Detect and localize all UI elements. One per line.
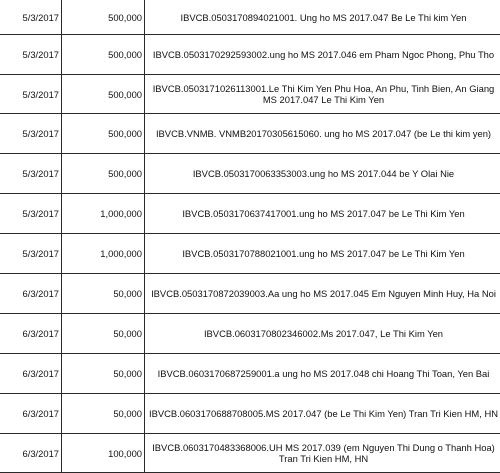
description-cell: IBVCB.0503170894021001. Ung ho MS 2017.047 Be Le Thi kim Yen [145, 0, 500, 35]
date-cell: 5/3/2017 [0, 194, 62, 234]
description-cell: IBVCB.0503170292593002.ung ho MS 2017.046 em Pham Ngoc Phong, Phu Tho [145, 35, 500, 75]
amount-cell: 500,000 [62, 75, 145, 114]
table-row [0, 314, 500, 354]
description-cell: IBVCB.0603170688708005.MS 2017.047 (be Le Thi Kim Yen) Tran Tri Kien HM, HN [145, 394, 500, 434]
description-cell: IBVCB.VNMB. VNMB20170305615060. ung ho MS 2017.047 (be Le thi kim yen) [145, 114, 500, 154]
date-cell: 5/3/2017 [0, 35, 62, 75]
date-cell: 6/3/2017 [0, 434, 62, 473]
date-cell: 5/3/2017 [0, 75, 62, 114]
amount-cell: 50,000 [62, 274, 145, 314]
table-row [0, 434, 500, 473]
amount-cell: 500,000 [62, 154, 145, 194]
date-cell: 5/3/2017 [0, 0, 62, 35]
table-row [0, 274, 500, 314]
date-cell: 6/3/2017 [0, 394, 62, 434]
description-cell: IBVCB.0503170063353003.ung ho MS 2017.044 be Y Olai Nie [145, 154, 500, 194]
date-cell: 6/3/2017 [0, 274, 62, 314]
description-cell: IBVCB.0503170788021001.ung ho MS 2017.047 be Le Thi Kim Yen [145, 234, 500, 274]
amount-cell: 100,000 [62, 434, 145, 473]
description-cell: IBVCB.0503171026113001.Le Thi Kim Yen Phu Hoa, An Phu, Tinh Bien, An Giang MS 2017.047 Le Thi Kim Yen [145, 75, 500, 114]
date-cell: 6/3/2017 [0, 314, 62, 354]
table-row [0, 194, 500, 234]
description-cell: IBVCB.0503170637417001.ung ho MS 2017.047 be Le Thi Kim Yen [145, 194, 500, 234]
table-row [0, 234, 500, 274]
table-row [0, 35, 500, 75]
amount-cell: 50,000 [62, 394, 145, 434]
description-cell: IBVCB.0603170483368006.UH MS 2017.039 (em Nguyen Thi Dung o Thanh Hoa) Tran Tri Kien HM, HN [145, 434, 500, 473]
amount-cell: 500,000 [62, 0, 145, 35]
amount-cell: 1,000,000 [62, 194, 145, 234]
amount-cell: 50,000 [62, 314, 145, 354]
table-row [0, 154, 500, 194]
description-cell: IBVCB.0603170687259001.a ung ho MS 2017.048 chi Hoang Thi Toan, Yen Bai [145, 354, 500, 394]
table-row [0, 75, 500, 114]
amount-cell: 1,000,000 [62, 234, 145, 274]
amount-cell: 500,000 [62, 35, 145, 75]
date-cell: 5/3/2017 [0, 234, 62, 274]
amount-cell: 50,000 [62, 354, 145, 394]
table-row [0, 0, 500, 35]
table-row [0, 354, 500, 394]
description-cell: IBVCB.0603170802346002.Ms 2017.047, Le Thi Kim Yen [145, 314, 500, 354]
date-cell: 5/3/2017 [0, 114, 62, 154]
description-cell: IBVCB.0503170872039003.Aa ung ho MS 2017.045 Em Nguyen Minh Huy, Ha Noi [145, 274, 500, 314]
amount-cell: 500,000 [62, 114, 145, 154]
date-cell: 5/3/2017 [0, 154, 62, 194]
table-row [0, 114, 500, 154]
date-cell: 6/3/2017 [0, 354, 62, 394]
table-row [0, 394, 500, 434]
